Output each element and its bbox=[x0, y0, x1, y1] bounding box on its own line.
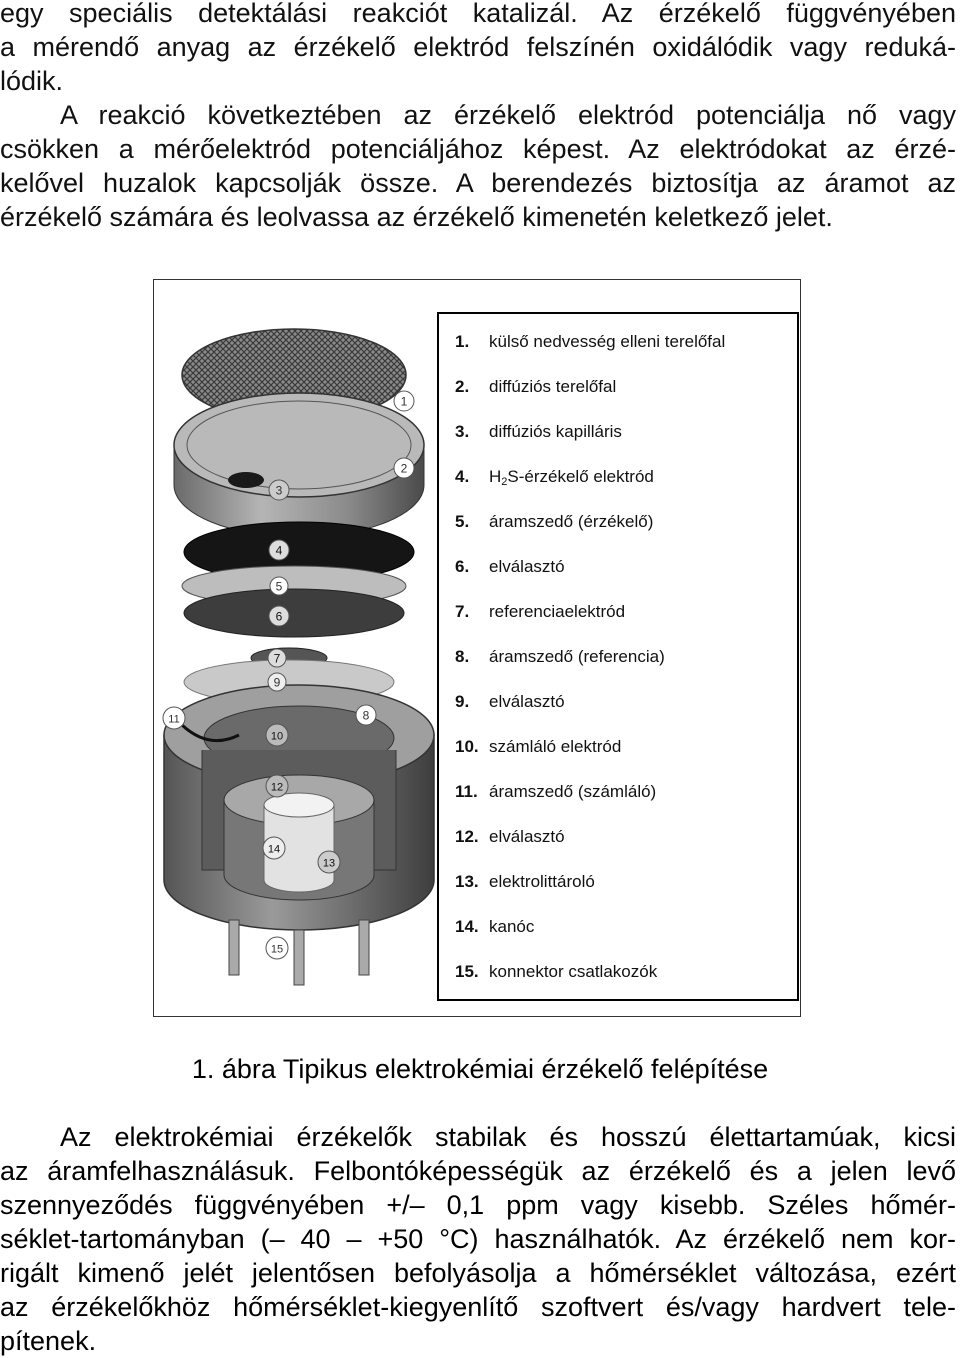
legend-item: 7. referenciaelektród bbox=[455, 602, 626, 621]
intro-line: lódik. bbox=[0, 66, 64, 96]
body-line: az áramfelhasználásuk. Felbontóképességük az érzékelő és a jelen levő bbox=[0, 1156, 956, 1186]
callout-15 bbox=[266, 937, 288, 959]
legend-item: 15. konnektor csatlakozók bbox=[455, 962, 658, 981]
callout-12 bbox=[266, 775, 288, 797]
legend-item: 2. diffúziós terelőfal bbox=[455, 377, 617, 396]
callout-10 bbox=[266, 724, 288, 746]
svg-text:12: 12 bbox=[270, 781, 284, 794]
callout-2 bbox=[394, 458, 414, 478]
legend-item: 11. áramszedő (számláló) bbox=[455, 782, 657, 801]
callout-6 bbox=[269, 606, 289, 626]
svg-text:4: 4 bbox=[275, 543, 283, 558]
legend-item: 14. kanóc bbox=[455, 917, 535, 936]
intro-line: a mérendő anyag az érzékelő elektród felszínén oxidálódik vagy reduká- bbox=[0, 32, 956, 62]
svg-text:7: 7 bbox=[273, 651, 281, 666]
svg-text:5: 5 bbox=[275, 579, 283, 594]
body-line: pítenek. bbox=[0, 1326, 97, 1356]
callout-3 bbox=[269, 480, 289, 500]
body-paragraph bbox=[0, 1120, 956, 1358]
intro-line: A reakció következtében az érzékelő elektród potenciálja nő vagy bbox=[60, 100, 956, 130]
legend-item: 3. diffúziós kapilláris bbox=[455, 422, 622, 441]
figure-legend bbox=[437, 312, 799, 1001]
callout-4 bbox=[269, 540, 289, 560]
connector-pin bbox=[359, 920, 369, 975]
svg-text:14: 14 bbox=[267, 843, 281, 856]
top-cap-face bbox=[174, 393, 424, 497]
svg-text:2: 2 bbox=[400, 461, 408, 476]
sensor-figure bbox=[153, 279, 801, 1017]
svg-text:15: 15 bbox=[270, 943, 284, 956]
callout-14 bbox=[263, 837, 285, 859]
svg-text:3: 3 bbox=[275, 483, 283, 498]
callout-7 bbox=[268, 649, 286, 667]
callout-1 bbox=[394, 391, 414, 411]
connector-pin bbox=[229, 920, 239, 975]
svg-text:9: 9 bbox=[273, 675, 281, 690]
legend-item: 8. áramszedő (referencia) bbox=[455, 647, 665, 666]
svg-text:6: 6 bbox=[275, 609, 283, 624]
legend-item: 1. külső nedvesség elleni terelőfal bbox=[455, 332, 726, 351]
intro-line: egy speciális detektálási reakciót katalizál. Az érzékelő függvényében bbox=[0, 0, 956, 28]
callout-9 bbox=[268, 673, 286, 691]
svg-text:8: 8 bbox=[362, 708, 370, 723]
separator-disk bbox=[184, 589, 404, 637]
legend-item: 13. elektrolittároló bbox=[455, 872, 595, 891]
callout-13 bbox=[318, 851, 340, 873]
callout-8 bbox=[356, 705, 376, 725]
intro-paragraph bbox=[0, 0, 956, 234]
callout-5 bbox=[270, 577, 288, 595]
intro-line: kelővel huzalok kapcsolják össze. A berendezés biztosítja az áramot az bbox=[0, 168, 956, 198]
connector-pin bbox=[294, 930, 304, 985]
legend-item: 4. $H_2S$-érzékelő elektród bbox=[455, 467, 654, 488]
body-line: az érzékelőkhöz hőmérséklet-kiegyenlítő szoftvert és/vagy hardvert tele- bbox=[0, 1292, 956, 1322]
intro-line: csökken a mérőelektród potenciáljához képest. Az elektródokat az érzé- bbox=[0, 134, 956, 164]
legend-item: 6. elválasztó bbox=[455, 557, 565, 576]
diffusion-capillary bbox=[228, 472, 264, 488]
callout-11 bbox=[163, 707, 185, 729]
intro-line: érzékelő számára és leolvassa az érzékelő kimenetén keletkező jelet. bbox=[0, 202, 833, 232]
body-line: rigált kimenő jelét jelentősen befolyásolja a hőmérséklet változása, ezért bbox=[0, 1258, 956, 1288]
legend-item: 10. számláló elektród bbox=[455, 737, 622, 756]
body-line: Az elektrokémiai érzékelők stabilak és hosszú élettartamúak, kicsi bbox=[60, 1122, 956, 1152]
svg-text:13: 13 bbox=[322, 857, 336, 870]
figure-caption: 1. ábra Tipikus elektrokémiai érzékelő felépítése bbox=[191, 1054, 769, 1084]
legend-item: 12. elválasztó bbox=[455, 827, 565, 846]
legend-item: 9. elválasztó bbox=[455, 692, 565, 711]
body-line: szennyeződés függvényében +/– 0,1 ppm vagy kisebb. Széles hőmér- bbox=[0, 1190, 956, 1220]
body-line: séklet-tartományban (– 40 – +50 °C) használhatók. Az érzékelő nem kor- bbox=[0, 1224, 956, 1254]
legend-item: 5. áramszedő (érzékelő) bbox=[455, 512, 654, 531]
svg-text:10: 10 bbox=[270, 730, 284, 743]
svg-text:11: 11 bbox=[168, 713, 180, 726]
svg-text:1: 1 bbox=[400, 394, 408, 409]
